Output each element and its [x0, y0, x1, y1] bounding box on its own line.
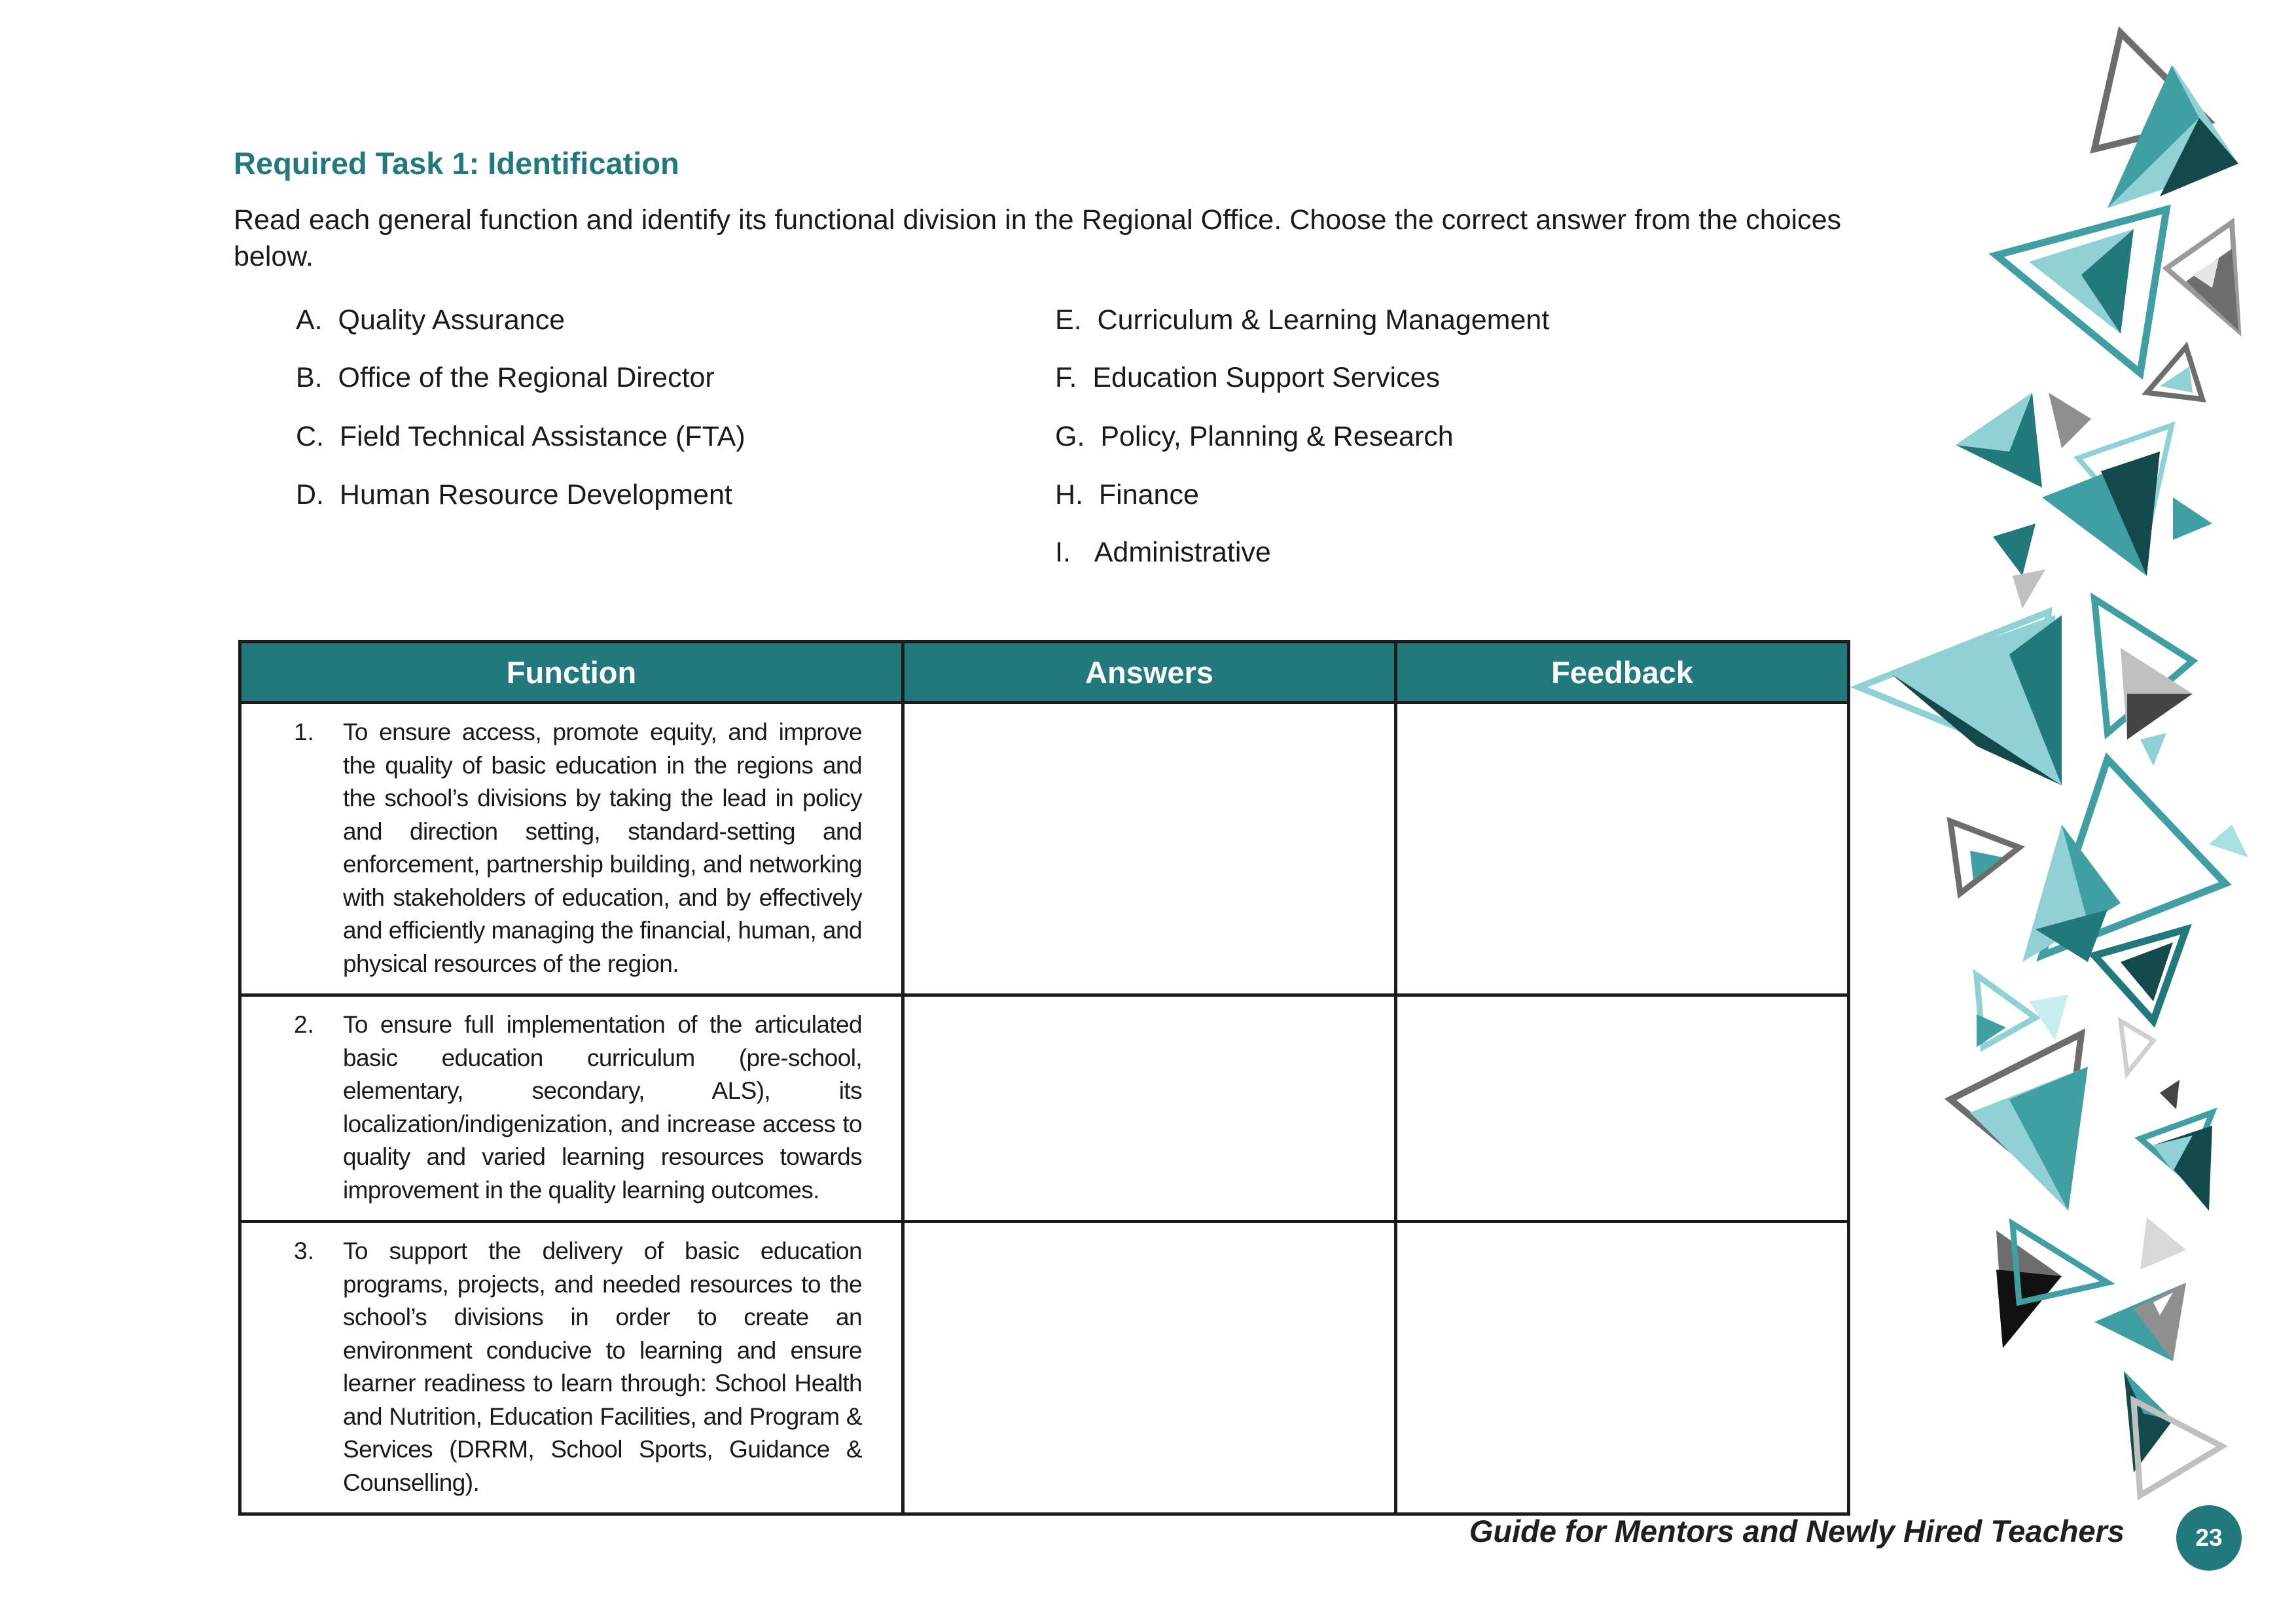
choice-label: Human Resource Development [339, 479, 732, 510]
choice-b [296, 362, 715, 394]
table-header-row [240, 642, 1849, 703]
choice-label: Education Support Services [1092, 362, 1440, 393]
feedback-cell[interactable] [1396, 703, 1849, 995]
choice-e [1055, 304, 1549, 336]
choice-letter: H. [1055, 479, 1083, 510]
table-row [240, 703, 1849, 995]
header-function: Function [240, 642, 903, 703]
choice-f [1055, 362, 1440, 394]
choice-letter: E. [1055, 304, 1082, 336]
function-number: 1. [294, 719, 314, 745]
triangle-pattern-icon [1846, 0, 2296, 1623]
footer-title: Guide for Mentors and Newly Hired Teachers [1469, 1514, 2125, 1548]
feedback-cell[interactable] [1396, 1222, 1849, 1514]
function-cell [240, 1222, 903, 1514]
choice-label: Field Technical Assistance (FTA) [339, 421, 745, 452]
choice-h [1055, 479, 1199, 511]
choice-letter: C. [296, 421, 324, 452]
instructions-text: Read each general function and identify its functional division in the Regional Office. Choose the correct answer from the choices below. [234, 204, 1841, 272]
feedback-cell[interactable] [1396, 995, 1849, 1222]
choice-c [296, 421, 745, 453]
choice-i [1055, 537, 1271, 569]
choice-label: Curriculum & Learning Management [1097, 304, 1550, 336]
function-cell [240, 703, 903, 995]
choice-letter: I. [1055, 537, 1071, 568]
choice-label: Administrative [1094, 537, 1271, 568]
table-row [240, 1222, 1849, 1514]
choice-letter: A. [296, 304, 323, 336]
function-text: To ensure access, promote equity, and improve the quality of basic education in the regions and the school’s divisions by taking the lead in policy and direction setting, standard-setting and enforcement, partnership building, and networking with stakeholders of education, and by effectively and efficiently managing the financial, human, and physical resources of the region. [343, 719, 862, 977]
header-answers: Answers [903, 642, 1396, 703]
answer-cell[interactable] [903, 703, 1396, 995]
function-number: 2. [294, 1011, 314, 1038]
choice-d [296, 479, 732, 511]
choice-label: Office of the Regional Director [338, 362, 715, 393]
choice-label: Quality Assurance [338, 304, 565, 336]
answer-cell[interactable] [903, 995, 1396, 1222]
choice-letter: G. [1055, 421, 1085, 452]
choice-label: Policy, Planning & Research [1100, 421, 1454, 452]
page-heading: Required Task 1: Identification [234, 146, 679, 181]
answer-choices [296, 304, 1605, 579]
header-feedback: Feedback [1396, 642, 1849, 703]
identification-table [238, 640, 1850, 1516]
choice-a [296, 304, 565, 336]
table-row [240, 995, 1849, 1222]
choice-label: Finance [1098, 479, 1199, 510]
choice-letter: D. [296, 479, 324, 510]
function-number: 3. [294, 1238, 314, 1264]
answer-cell[interactable] [903, 1222, 1396, 1514]
page-number-badge: 23 [2176, 1505, 2242, 1571]
function-text: To support the delivery of basic education programs, projects, and needed resources to the school’s divisions in order to create an environment conducive to learning and ensure learner readiness to learn through: School Health and Nutrition, Education Facilities, and Program & Services (DRRM, School Sports, Guidance & Counselling). [343, 1238, 862, 1496]
choice-g [1055, 421, 1454, 453]
choice-letter: B. [296, 362, 323, 393]
function-cell [240, 995, 903, 1222]
function-text: To ensure full implementation of the articulated basic education curriculum (pre-school, elementary, secondary, ALS), its localization/indigenization, and increase access to quality and varied learning resources towards improvement in the quality learning outcomes. [343, 1011, 862, 1204]
choice-letter: F. [1055, 362, 1077, 393]
